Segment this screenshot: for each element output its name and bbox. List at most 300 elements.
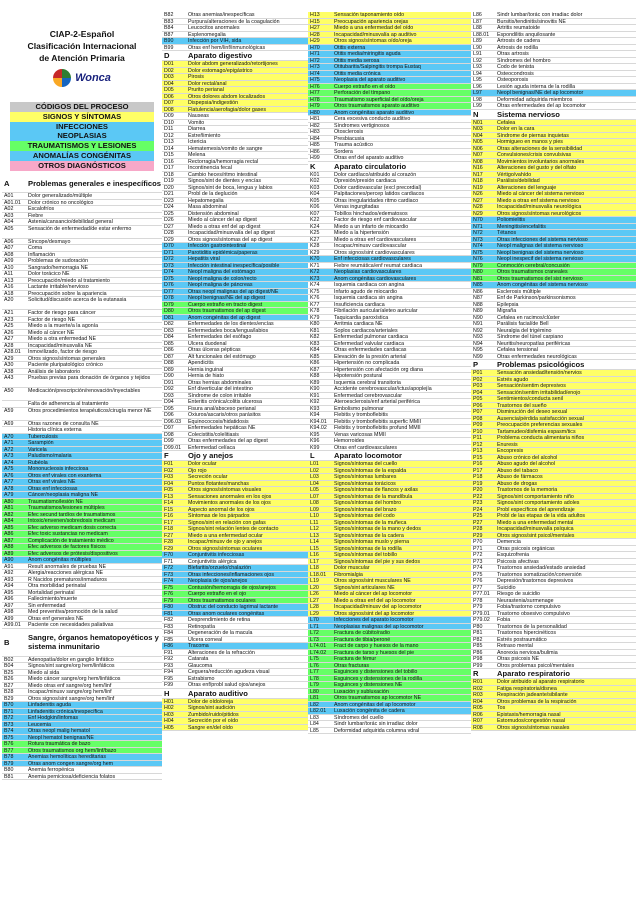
chapter-header bbox=[162, 451, 308, 461]
code-value: D99.01 bbox=[164, 444, 182, 450]
code-description: Migraña bbox=[497, 308, 517, 314]
code-description: Otros signos/sint sangre/org hem/linf bbox=[28, 695, 115, 701]
code-value: K81 bbox=[310, 327, 320, 333]
code-description: Disminución del deseo sexual bbox=[497, 409, 568, 415]
code-description: Otra morbilidad perinatal bbox=[28, 583, 86, 589]
code-description: Lactante irritable/nervioso bbox=[28, 284, 89, 290]
code-value: K95 bbox=[310, 431, 320, 437]
code-description: Equinococosis/hidatidosis bbox=[188, 418, 249, 424]
code-value: B04 bbox=[4, 663, 14, 669]
code-value: A11 bbox=[4, 271, 14, 277]
code-description: Signos/sint audición bbox=[188, 705, 236, 711]
code-value: H86 bbox=[310, 148, 320, 154]
code-value: B28 bbox=[4, 689, 14, 695]
code-description: Insuficiencia cardiaca bbox=[334, 301, 385, 307]
code-value: A59 bbox=[4, 407, 14, 414]
code-description: Enfermedades boca/lengua/labios bbox=[188, 327, 269, 333]
code-value: D02 bbox=[164, 67, 174, 73]
code-description: Otros traumatismos del ap digest bbox=[188, 308, 266, 314]
code-value: F29 bbox=[164, 545, 174, 551]
code-description: Dolor de oído/oreja bbox=[188, 698, 234, 704]
code-description: Incapacidad/minusvalía psíquica bbox=[497, 526, 574, 532]
code-description: Neopl malignas del sistema nervioso bbox=[497, 243, 584, 249]
code-description: Nauseas bbox=[188, 113, 209, 119]
code-value: P23 bbox=[473, 500, 483, 506]
code-value: R06 bbox=[473, 711, 483, 717]
chapter-letter: B bbox=[4, 637, 10, 647]
code-description: Otros signos/síntomas oculares bbox=[188, 545, 263, 551]
code-value: N03 bbox=[473, 126, 483, 132]
code-description: Preocupación sobre la apariencia bbox=[28, 290, 107, 296]
code-value: H28 bbox=[310, 31, 320, 37]
code-description: Miedo a otras enf del ap locomotor bbox=[334, 597, 416, 603]
code-description: Otras razones de consulta NE bbox=[28, 420, 99, 426]
code-description: Conjuntivitis alérgica bbox=[188, 558, 237, 564]
chapter-title: Aparato digestivo bbox=[188, 51, 253, 60]
code-value: L10 bbox=[310, 513, 319, 519]
code-description: Perforación del tímpano bbox=[334, 90, 391, 96]
code-value: D29 bbox=[164, 236, 174, 242]
code-description: Infección gastrointestinal bbox=[188, 243, 247, 249]
code-description: Estrés agudo bbox=[497, 376, 529, 382]
code-value: D01 bbox=[164, 61, 174, 67]
code-description: Leucocitos anormales bbox=[188, 25, 240, 31]
code-description: Respiración jadeante/sibilante bbox=[497, 692, 568, 698]
code-value: K92 bbox=[310, 399, 320, 405]
code-value: A25 bbox=[4, 323, 14, 329]
code-value: K84 bbox=[310, 347, 320, 353]
chapter-header bbox=[162, 51, 308, 61]
code-description: Parálisis facial/de Bell bbox=[497, 321, 549, 327]
code-description: Efec adversos de prótesis/dispositivos bbox=[28, 550, 118, 556]
code-value: L18.01 bbox=[310, 571, 327, 577]
code-description: Otras enf del aparato auditivo bbox=[334, 155, 404, 161]
code-value: K99 bbox=[310, 444, 320, 450]
code-description: Oxiuros/ascaris/otros parásitos bbox=[188, 412, 261, 418]
code-description: Tartamudeo/disfemia espasm/tics bbox=[497, 428, 576, 434]
code-description: Poliomielitis bbox=[497, 217, 525, 223]
code-value: L99 bbox=[473, 103, 482, 109]
code-description: Esclerosis múltiple bbox=[497, 288, 541, 294]
code-description: Otros signos/síntomas oído/oreja bbox=[334, 38, 412, 44]
code-value: K91 bbox=[310, 392, 320, 398]
code-value: L80 bbox=[310, 688, 319, 694]
code-value: P27 bbox=[473, 519, 483, 525]
code-value: H70 bbox=[310, 44, 320, 50]
color-legend bbox=[2, 102, 162, 171]
code-value: A10 bbox=[4, 264, 14, 270]
code-value: D78 bbox=[164, 295, 174, 301]
code-value: P18 bbox=[473, 474, 483, 480]
code-value: K85 bbox=[310, 353, 320, 359]
code-value: P09 bbox=[473, 422, 483, 428]
chapter-title: Problemas generales e inespecíficos bbox=[28, 178, 161, 188]
code-value: K83 bbox=[310, 340, 320, 346]
code-description: Blefaritis/orzuelo/chalazión bbox=[188, 565, 252, 571]
code-description: Probl de la deglución bbox=[188, 191, 238, 197]
code-value: D99 bbox=[164, 438, 174, 444]
code-description: Signos/sint articulares NE bbox=[334, 584, 395, 590]
code-description: Neopl hematol benignas/NE bbox=[28, 734, 94, 740]
code-description: Melena bbox=[188, 152, 206, 158]
code-value: D04 bbox=[164, 80, 174, 86]
code-value: N94 bbox=[473, 340, 483, 346]
code-description: Otros procedimientos terapéuticos/cirugía menor NE bbox=[28, 407, 152, 414]
code-value: D93 bbox=[164, 392, 174, 398]
code-description: Flebitis y tromboflebitis bbox=[334, 412, 388, 418]
code-value: P72 bbox=[473, 552, 483, 558]
code-description: Signos/síntomas de la muñeca bbox=[334, 519, 407, 525]
code-description: Esquizofrenia bbox=[497, 552, 530, 558]
code-value: F94 bbox=[164, 669, 174, 675]
code-value: F91 bbox=[164, 649, 174, 655]
code-value: D92 bbox=[164, 386, 174, 392]
code-value: A87 bbox=[4, 537, 14, 543]
code-description: Vomito bbox=[188, 119, 205, 125]
code-description: Abuso del tabaco bbox=[497, 467, 538, 473]
code-description: Neopl maligna de páncreas bbox=[188, 282, 253, 288]
code-value: P99 bbox=[473, 662, 483, 668]
code-value: B77 bbox=[4, 747, 14, 753]
code-description: Elevación de la presión arterial bbox=[334, 353, 407, 359]
code-value: A86 bbox=[4, 531, 14, 537]
code-description: Tos bbox=[497, 705, 506, 711]
code-value: P04 bbox=[473, 389, 483, 395]
code-value: L91 bbox=[473, 51, 482, 57]
code-value: P28 bbox=[473, 526, 483, 532]
code-description: Miedo a un infarto de miocardio bbox=[334, 223, 409, 229]
code-description: Incapac/minusv cardiovascular bbox=[334, 243, 407, 249]
code-description: Movimientos involuntarios anormales bbox=[497, 158, 585, 164]
code-value: D77 bbox=[164, 288, 174, 294]
code-description: Rectorragia/hemorragia rectal bbox=[188, 158, 259, 164]
code-value: N99 bbox=[473, 353, 483, 359]
code-description: Factor de riesgo NE bbox=[28, 316, 76, 322]
legend-item: OTROS DIAGNÓSTICOS bbox=[10, 161, 154, 171]
code-description: Enfermedad valvular cardiaca bbox=[334, 340, 405, 346]
code-description: Miedo al cáncer NE bbox=[28, 329, 75, 335]
code-description: Flatulencia/aerofagia/dolor gases bbox=[188, 106, 267, 112]
code-description: Otros signos/sint del ap locomotor bbox=[334, 610, 415, 616]
code-value: K24 bbox=[310, 223, 320, 229]
code-value: N07 bbox=[473, 152, 483, 158]
code-value: L70 bbox=[310, 617, 319, 623]
code-value: N92 bbox=[473, 327, 483, 333]
code-description: Hipotensión postural bbox=[334, 373, 383, 379]
code-value: F15 bbox=[164, 506, 174, 512]
code-description: Coma bbox=[28, 245, 43, 251]
code-value: A74 bbox=[4, 459, 14, 465]
code-value: A93 bbox=[4, 576, 14, 582]
code-description: Otras anemias/inespecíficas bbox=[188, 12, 255, 18]
code-description: Esguinces y distensiones del tobillo bbox=[334, 669, 418, 675]
code-value: L96 bbox=[473, 83, 482, 89]
code-description: Otros problemas de la respiración bbox=[497, 698, 577, 704]
code-value: K28 bbox=[310, 243, 320, 249]
code-description: Preocupación apariencia orejas bbox=[334, 18, 409, 24]
code-value: N90 bbox=[473, 314, 483, 320]
code-value: K07 bbox=[310, 210, 320, 216]
code-value: N88 bbox=[473, 301, 483, 307]
code-value: H79 bbox=[310, 103, 320, 109]
code-description: Neopl benignas/NE del ap digest bbox=[188, 295, 266, 301]
code-value: H99 bbox=[310, 155, 320, 161]
code-description: Traumatismos/lesiones múltiples bbox=[28, 505, 105, 511]
code-description: Fisura anal/absceso perianal bbox=[188, 405, 256, 411]
code-description: Suicidio bbox=[497, 584, 516, 590]
code-value: A70 bbox=[4, 433, 14, 439]
code-value: L82 bbox=[310, 701, 319, 707]
code-description: Cáncer/neoplasia maligna NE bbox=[28, 492, 99, 498]
code-description: Otros signos/sint cardiovasculares bbox=[334, 249, 415, 255]
code-description: Venas ingurgitadas bbox=[334, 204, 380, 210]
code-value: D70 bbox=[164, 243, 174, 249]
code-value: A50 bbox=[4, 388, 14, 394]
code-value: P98 bbox=[473, 656, 483, 662]
code-description: Otros traumatismos org hem/linf/bazo bbox=[28, 747, 117, 753]
code-description: Signos/síntomas de la espalda bbox=[334, 467, 407, 473]
code-description: Incapacidad/minusvalía NE bbox=[28, 342, 93, 348]
code-description: Abuso de fármacos bbox=[497, 474, 543, 480]
code-description: Flebitis y tromboflebitis profund MMII bbox=[334, 425, 421, 431]
chapter-letter: L bbox=[310, 451, 315, 460]
code-description: Fiebre bbox=[28, 212, 44, 218]
code-value: N70 bbox=[473, 217, 483, 223]
code-value: N76 bbox=[473, 256, 483, 262]
code-value: D82 bbox=[164, 321, 174, 327]
code-description: Tuberculosis bbox=[28, 433, 58, 439]
code-value: D90 bbox=[164, 373, 174, 379]
code-value: L11 bbox=[310, 519, 319, 525]
code-value: N87 bbox=[473, 295, 483, 301]
code-description: Hipertensión con afectación org diana bbox=[334, 366, 423, 372]
code-description: Otros dolores abdom localizados bbox=[188, 93, 266, 99]
code-row bbox=[2, 388, 162, 401]
code-value: P10 bbox=[473, 428, 483, 434]
code-value: R07 bbox=[473, 718, 483, 724]
code-value: B80 bbox=[4, 767, 14, 773]
code-value: R05 bbox=[473, 705, 483, 711]
code-description: Síndromes del hombro bbox=[497, 57, 551, 63]
code-value: D27 bbox=[164, 223, 174, 229]
code-value: F79 bbox=[164, 597, 174, 603]
code-description: Distensión abdominal bbox=[188, 210, 239, 216]
code-value: B99 bbox=[164, 44, 174, 50]
code-description: Osteoporosis bbox=[497, 77, 529, 83]
code-description: Dolor atribuido al aparato respiratorio bbox=[497, 679, 585, 685]
code-description: Miedo al cáncer del sistema nervioso bbox=[497, 191, 585, 197]
code-description: Neoplasias cardiovasculares bbox=[334, 269, 402, 275]
chapter-letter: A bbox=[4, 178, 10, 188]
code-value: P13 bbox=[473, 448, 483, 454]
code-value: H29 bbox=[310, 38, 320, 44]
code-description: Signos/síntomas muslo y pierna bbox=[334, 539, 410, 545]
code-value: D28 bbox=[164, 230, 174, 236]
chapter-header bbox=[471, 110, 636, 120]
code-value bbox=[2, 401, 28, 407]
code-value: R01 bbox=[473, 679, 483, 685]
code-value: B29 bbox=[4, 695, 14, 701]
code-value: A20 bbox=[4, 297, 14, 303]
code-description: Inmovilizado, factor de riesgo bbox=[28, 349, 97, 355]
code-value: N27 bbox=[473, 197, 483, 203]
code-description: Neopl benignas/NE del ap locomotor bbox=[497, 90, 584, 96]
code-value: K05 bbox=[310, 197, 320, 203]
code-description: Otros traumatismos oculares bbox=[188, 597, 256, 603]
code-value: D86 bbox=[164, 347, 174, 353]
code-value: D18 bbox=[164, 171, 174, 177]
code-description: Signos/síntomas de flancos y axilas bbox=[334, 487, 418, 493]
code-value: D08 bbox=[164, 106, 174, 112]
code-value: L18 bbox=[310, 565, 319, 571]
code-description: Miedo a una enfermedad ocular bbox=[188, 532, 263, 538]
code-value: F01 bbox=[164, 461, 174, 467]
code-value: B82 bbox=[164, 12, 174, 18]
code-description: Sentimientos/conducta senil bbox=[497, 396, 563, 402]
code-value: D20 bbox=[164, 184, 174, 190]
code-value: K71 bbox=[310, 262, 320, 268]
code-description: Embolismo pulmonar bbox=[334, 405, 384, 411]
code-description: Síndromes vertiginosos bbox=[334, 122, 390, 128]
code-value: L94 bbox=[473, 70, 482, 76]
code-description: Miedo al cáncer del ap locomotor bbox=[334, 591, 413, 597]
code-description: Signos/síntomas del tobillo bbox=[334, 552, 398, 558]
code-value: B79 bbox=[4, 760, 14, 766]
chapter-letter: R bbox=[473, 669, 479, 678]
code-value: A21 bbox=[4, 310, 14, 316]
code-description: Lesión aguda interna de la rodilla bbox=[497, 83, 576, 89]
code-value: H73 bbox=[310, 64, 320, 70]
code-value: H77 bbox=[310, 90, 320, 96]
code-value: N85 bbox=[473, 282, 483, 288]
code-value: L14 bbox=[310, 539, 319, 545]
code-description: Alergia/reacciones alérgicas NE bbox=[28, 570, 104, 576]
code-description: Fallecimiento/muerte bbox=[28, 596, 78, 602]
code-value: L93 bbox=[473, 64, 482, 70]
code-description: Otras enf cardiovasculares bbox=[334, 444, 398, 450]
code-value: F92 bbox=[164, 656, 174, 662]
code-description: Sensación ansiedad/tensión/nervios bbox=[497, 370, 582, 376]
code-description: Anom congénitas del ap digest bbox=[188, 314, 261, 320]
code-value: D97 bbox=[164, 425, 174, 431]
code-value: N18 bbox=[473, 178, 483, 184]
code-description: Otras enfermedades del ap digest bbox=[188, 438, 268, 444]
code-description: Otros signos/síntomas del ap digest bbox=[188, 236, 273, 242]
code-value: K01 bbox=[310, 171, 320, 177]
code-value: B70 bbox=[4, 702, 14, 708]
code-description: Signos/sint relación lentes de contacto bbox=[188, 526, 279, 532]
code-value: L82.01 bbox=[310, 708, 327, 714]
code-value: K94.02 bbox=[310, 425, 327, 431]
code-description: Pirosis bbox=[188, 74, 204, 80]
code-description: Signos/sint comportamiento niño bbox=[497, 493, 574, 499]
code-description: Complicación de tratamiento médico bbox=[28, 537, 114, 543]
code-description: Tétanos bbox=[497, 230, 517, 236]
code-description: Otros enf virales con exantema bbox=[28, 472, 102, 478]
code-description: Traumatismo superficial del oído/oreja bbox=[334, 96, 424, 102]
code-description: Síndrome de piernas inquietas bbox=[497, 132, 569, 138]
code-value: B71 bbox=[4, 708, 14, 714]
code-description: Rubéola bbox=[28, 459, 48, 465]
code-description: Infección intestinal inespecífica/posible bbox=[188, 262, 280, 268]
code-value: D95 bbox=[164, 405, 174, 411]
code-description: Convulsiones/crisis convulsivas bbox=[497, 152, 572, 158]
code-description: Otros problemas psicol/mentales bbox=[497, 662, 575, 668]
code-value: B72 bbox=[4, 715, 14, 721]
code-value: L75 bbox=[310, 656, 319, 662]
code-column bbox=[2, 174, 162, 780]
code-value: D72 bbox=[164, 256, 174, 262]
code-description: Paludismo/malaria bbox=[28, 453, 72, 459]
code-description: Miedo a una enfermedad del oído bbox=[334, 25, 414, 31]
legend-item: NEOPLASIAS bbox=[10, 131, 154, 141]
code-value: A72 bbox=[4, 446, 14, 452]
code-value: P11 bbox=[473, 435, 483, 441]
code-description: Ulcera duodenal bbox=[188, 340, 227, 346]
code-value: P79.02 bbox=[473, 617, 490, 623]
code-row bbox=[2, 774, 162, 781]
code-value: A89 bbox=[4, 550, 14, 556]
code-value: A76 bbox=[4, 472, 14, 478]
code-value: D16 bbox=[164, 158, 174, 164]
code-description: Estornudos/congestión nasal bbox=[497, 718, 566, 724]
title-line-1: CIAP-2-Español bbox=[49, 29, 115, 39]
code-description: Otras enf hem/linf/inmunológicas bbox=[188, 44, 266, 50]
code-description: Vértigo/vahído bbox=[497, 171, 532, 177]
code-description: Otras infecciones/inflamaciones ojos bbox=[188, 571, 274, 577]
code-description: Trastornos hipercinéticos bbox=[497, 630, 556, 636]
chapter-title: Ojo y anejos bbox=[188, 451, 234, 460]
code-value: N91 bbox=[473, 321, 483, 327]
code-value: B26 bbox=[4, 676, 14, 682]
code-description: Fractura de tarso y huesos del pie bbox=[334, 649, 415, 655]
code-value: L97 bbox=[473, 90, 482, 96]
code-value: K88 bbox=[310, 373, 320, 379]
code-value: H01 bbox=[164, 698, 174, 704]
code-description: Secreción por el oído bbox=[188, 718, 239, 724]
code-description: Epilepsia bbox=[497, 301, 519, 307]
code-description: Anom congénitas del ap locomotor bbox=[334, 701, 416, 707]
code-value: D06 bbox=[164, 93, 174, 99]
code-value: D14 bbox=[164, 145, 174, 151]
code-value: L78 bbox=[310, 675, 319, 681]
code-description: Fiebre reumática/enf reumat cardiaca bbox=[334, 262, 423, 268]
code-value: N05 bbox=[473, 139, 483, 145]
chapter-title: Problemas psicológicos bbox=[497, 360, 585, 369]
code-description: Mononucleosis infecciosa bbox=[28, 466, 89, 472]
code-description: Enfermedades del esófago bbox=[188, 334, 252, 340]
code-value: P86 bbox=[473, 649, 483, 655]
code-description: Luxación congénita de cadera bbox=[334, 708, 405, 714]
code-description: Masa abdominal bbox=[188, 204, 227, 210]
code-row bbox=[471, 725, 636, 732]
code-description: Retinopatía bbox=[188, 623, 216, 629]
code-value: D26 bbox=[164, 217, 174, 223]
code-description: Tobillos hinchados/edematosos bbox=[334, 210, 408, 216]
code-value: L28 bbox=[310, 604, 319, 610]
code-value: A85 bbox=[4, 524, 14, 530]
code-description: Miedo a otra enfermedad NE bbox=[28, 336, 97, 342]
code-value: A27 bbox=[4, 336, 14, 342]
code-description: Enfermedad pulmonar cardiaca bbox=[334, 334, 408, 340]
chapter-header bbox=[471, 360, 636, 370]
code-description: Dolor torácico NE bbox=[28, 271, 70, 277]
code-description: Codo de tenista bbox=[497, 64, 535, 70]
code-description: Sangrado/hemorragia NE bbox=[28, 264, 89, 270]
code-description: Fobia bbox=[497, 617, 511, 623]
code-description: Signos/síntomas del brazo bbox=[334, 506, 397, 512]
code-value: H83 bbox=[310, 129, 320, 135]
